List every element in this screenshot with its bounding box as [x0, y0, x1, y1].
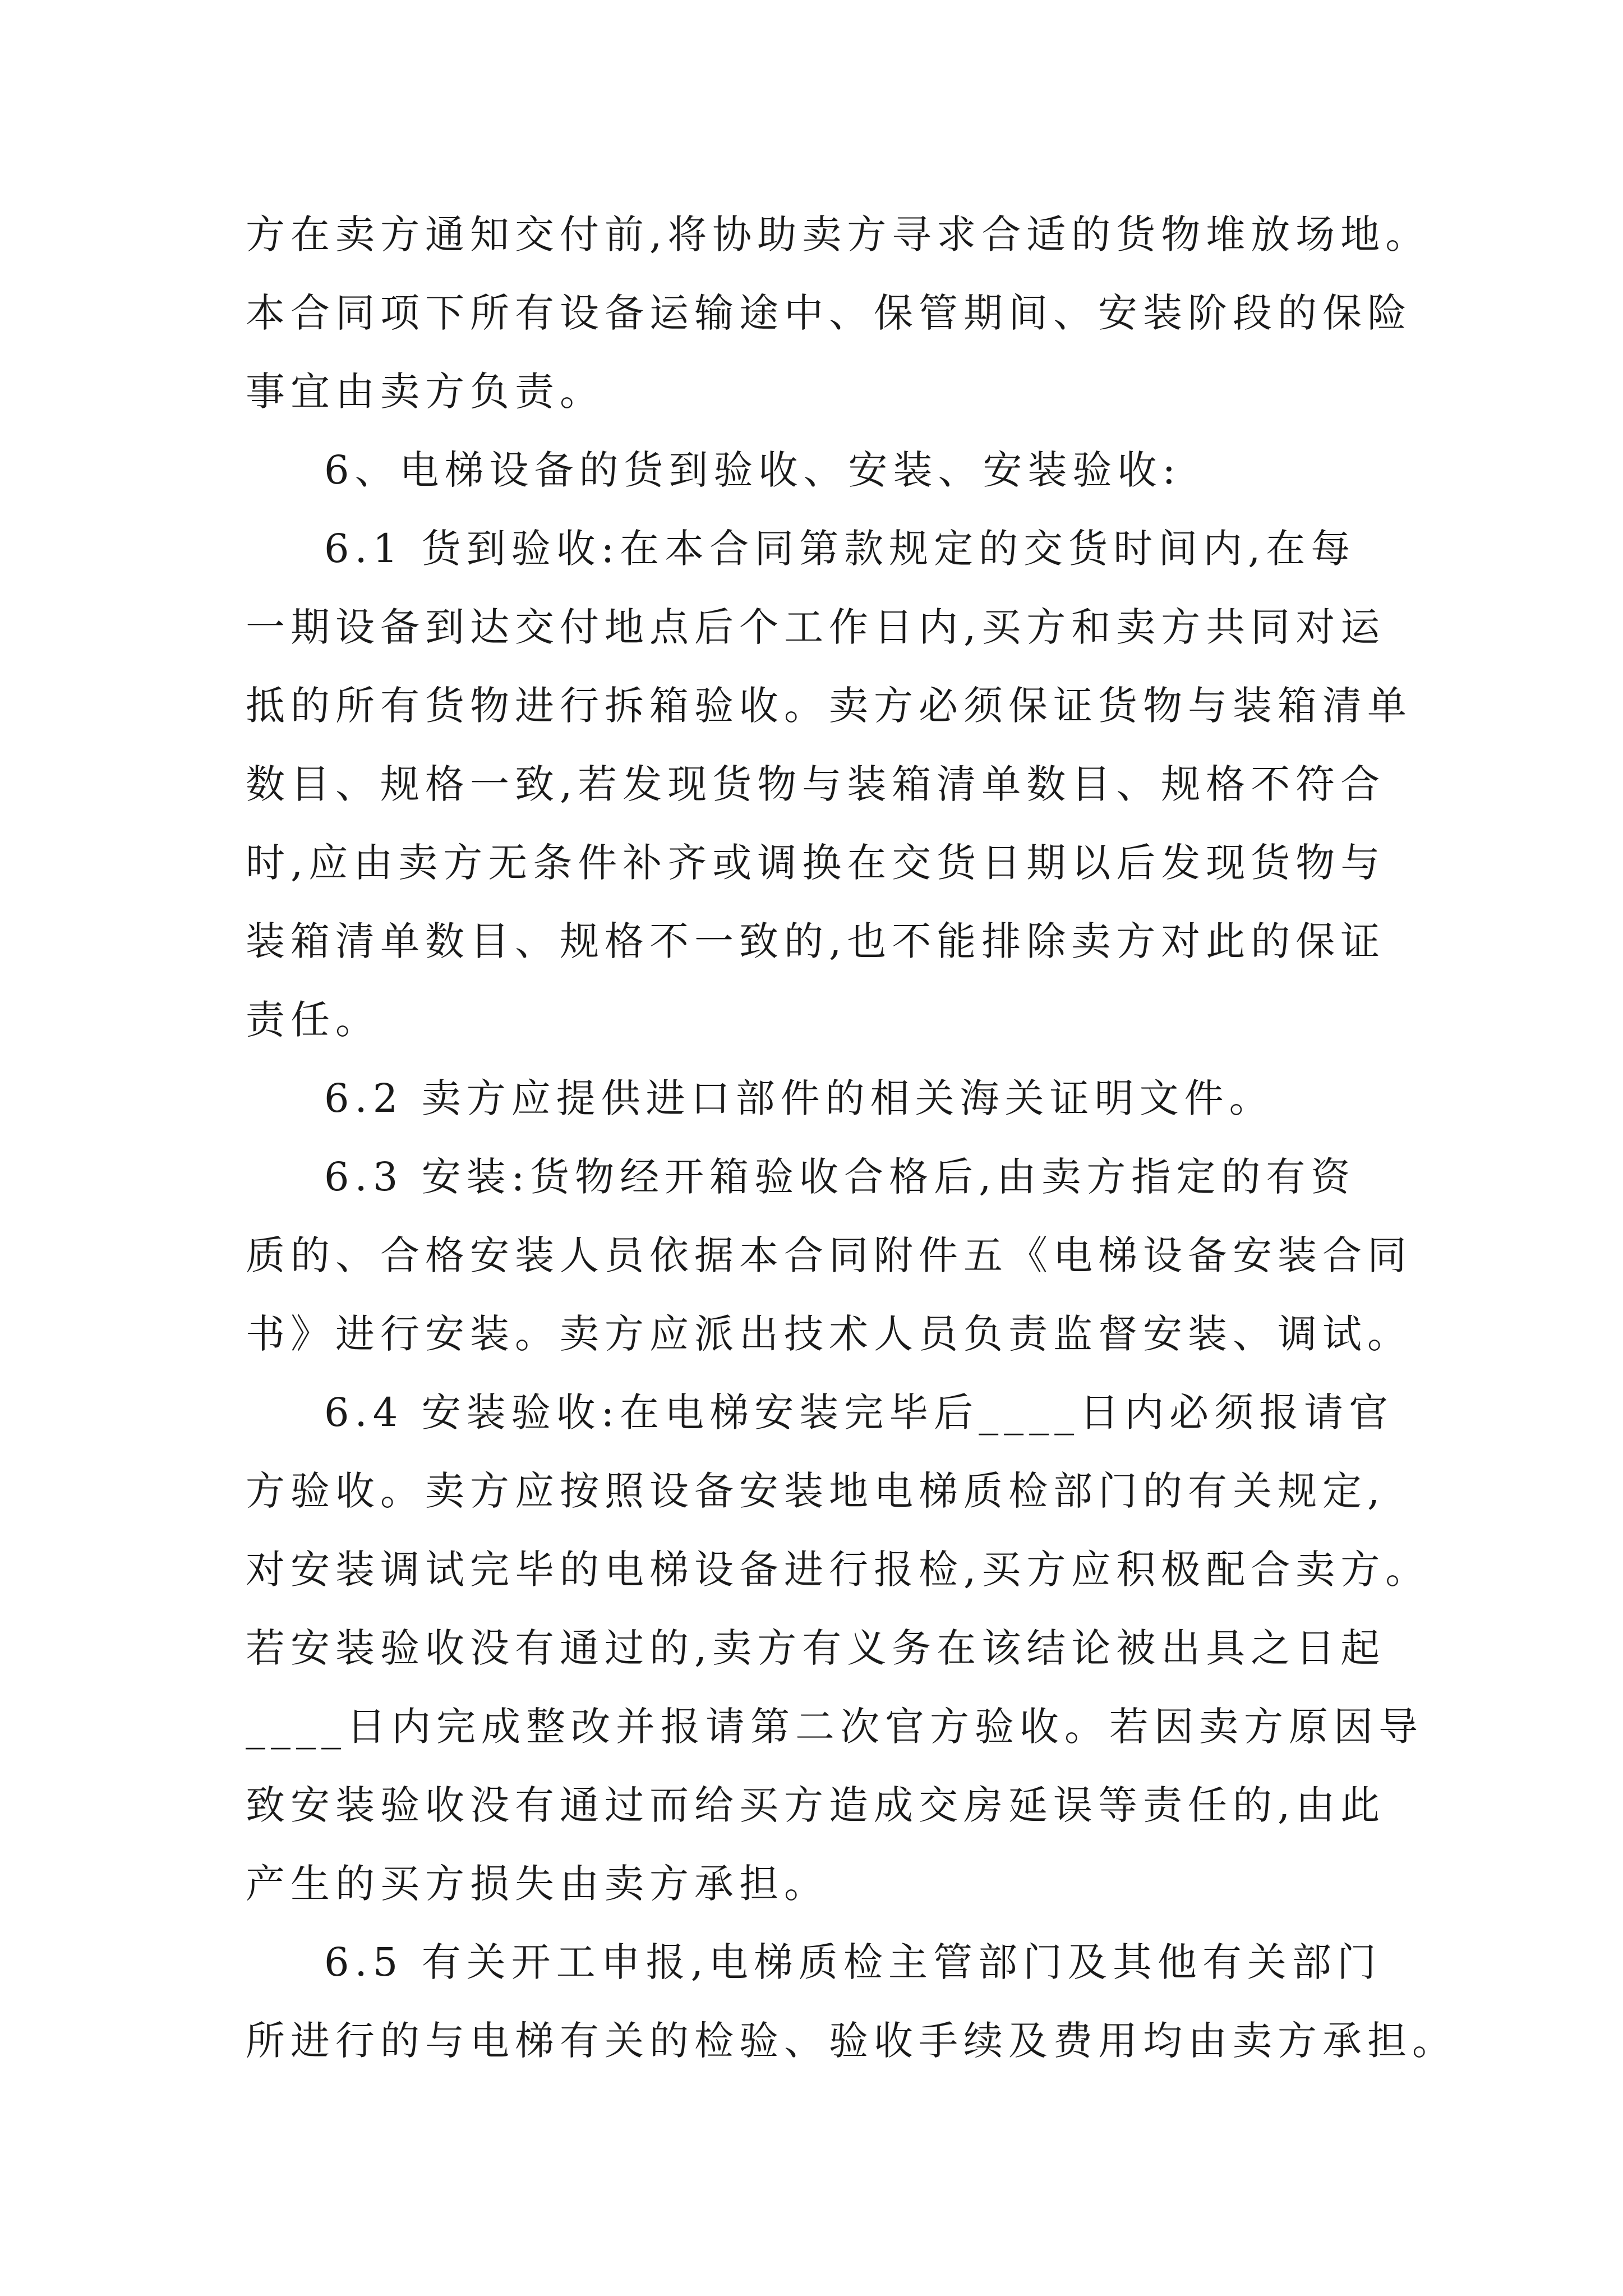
text-line: 本合同项下所有设备运输途中、保管期间、安装阶段的保险	[246, 290, 1412, 336]
text-line: 方在卖方通知交付前,将协助卖方寻求合适的货物堆放场地。	[246, 211, 1431, 257]
section-heading: 6、电梯设备的货到验收、安装、安装验收:	[324, 447, 1182, 493]
text-line: 装箱清单数目、规格不一致的,也不能排除卖方对此的保证	[246, 918, 1386, 964]
text-line: 数目、规格一致,若发现货物与装箱清单数目、规格不符合	[246, 761, 1386, 807]
text-line: 质的、合格安装人员依据本合同附件五《电梯设备安装合同	[246, 1232, 1412, 1278]
text-line: 6.2 卖方应提供进口部件的相关海关证明文件。	[324, 1075, 1274, 1121]
text-line: 事宜由卖方负责。	[246, 369, 605, 415]
text-line: 对安装调试完毕的电梯设备进行报检,买方应积极配合卖方。	[246, 1547, 1431, 1593]
text-line: 一期设备到达交付地点后个工作日内,买方和卖方共同对运	[246, 604, 1386, 650]
text-line: 致安装验收没有通过而给买方造成交房延误等责任的,由此	[246, 1782, 1386, 1828]
text-line: 6.1 货到验收:在本合同第款规定的交货时间内,在每	[324, 526, 1356, 572]
text-line: 书》进行安装。卖方应派出技术人员负责监督安装、调试。	[246, 1311, 1412, 1357]
text-line: ____日内完成整改并报请第二次官方验收。若因卖方原因导	[246, 1704, 1423, 1750]
text-line: 抵的所有货物进行拆箱验收。卖方必须保证货物与装箱清单	[246, 683, 1412, 729]
text-line: 产生的买方损失由卖方承担。	[246, 1861, 829, 1907]
text-line: 若安装验收没有通过的,卖方有义务在该结论被出具之日起	[246, 1625, 1386, 1671]
text-line: 所进行的与电梯有关的检验、验收手续及费用均由卖方承担。	[246, 2018, 1457, 2064]
text-line: 6.4 安装验收:在电梯安装完毕后____日内必须报请官	[324, 1389, 1394, 1435]
text-line: 方验收。卖方应按照设备安装地电梯质检部门的有关规定,	[246, 1468, 1386, 1514]
text-line: 6.5 有关开工申报,电梯质检主管部门及其他有关部门	[324, 1939, 1382, 1985]
text-line: 责任。	[246, 997, 380, 1043]
text-line: 时,应由卖方无条件补齐或调换在交货日期以后发现货物与	[246, 840, 1386, 886]
text-line: 6.3 安装:货物经开箱验收合格后,由卖方指定的有资	[324, 1154, 1356, 1200]
